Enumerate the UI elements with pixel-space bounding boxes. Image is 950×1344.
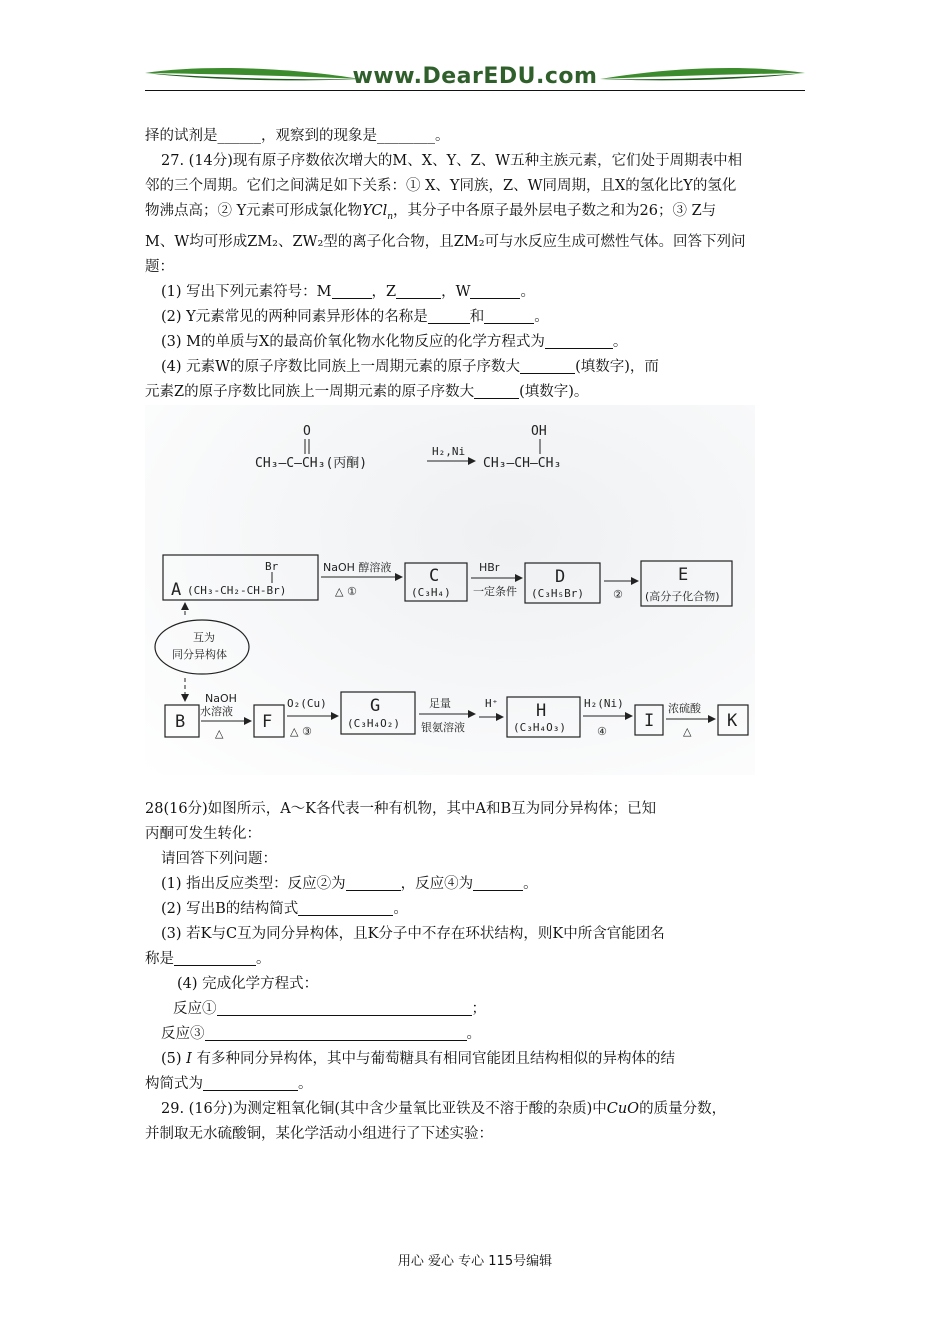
isomer-ellipse [155, 620, 249, 674]
subquestion-1: (1) 写出下列元素符号：M ，Z ，W 。 [161, 283, 535, 300]
compound-D-formula: (C₃H₅Br) [531, 587, 584, 600]
arrow-label: △ ① [335, 585, 357, 598]
compound-A-letter: A [171, 580, 182, 600]
acetone-condition: H₂,Ni [432, 445, 466, 458]
site-header [145, 58, 805, 94]
text-line: 元素Z的原子序数比同族上一周期元素的原子序数大 (填数字)。 [145, 383, 589, 400]
arrow-label: 浓硫酸 [668, 702, 701, 715]
arrow-label: H⁺ [485, 697, 499, 710]
bottom-reaction-row [165, 692, 748, 740]
equation-line-1: 反应① ； [173, 1001, 486, 1017]
arrow-label: H₂(Ni) [584, 697, 624, 710]
answer-blank[interactable] [346, 874, 401, 891]
arrow-label: HBr [479, 561, 500, 574]
arrow-label: 一定条件 [473, 585, 517, 598]
compound-C-letter: C [429, 566, 440, 586]
text-line: 物沸点高；② Y元素可形成氯化物YCl$_n$，其分子中各原子最外层电子数之和为26；③ Z与 [145, 203, 717, 222]
answer-blank[interactable] [470, 282, 520, 299]
arrow-label: NaOH 醇溶液 [323, 561, 392, 574]
isomer-label: 同分异构体 [172, 648, 227, 661]
subquestion-2: (2) Y元素常见的两种同素异形体的名称是 和 。 [161, 308, 549, 325]
answer-blank[interactable] [520, 357, 575, 374]
subquestion-4: (4) 完成化学方程式： [177, 976, 319, 992]
arrow-label: 水溶液 [200, 705, 233, 718]
answer-blank[interactable] [298, 899, 393, 916]
text-line: 构简式为 。 [145, 1076, 313, 1092]
compound-A-formula: (CH₃-CH₂-CH-Br) [187, 584, 287, 597]
text-line: 并制取无水硫酸铜，某化学活动小组进行了下述实验： [145, 1126, 493, 1142]
compound-E-letter: E [678, 565, 689, 585]
compound-D-letter: D [555, 567, 566, 587]
question-29-line: 29. (16分)为测定粗氧化铜(其中含少量氧比亚铁及不溶于酸的杂质)中CuO的质量分数， [161, 1101, 727, 1117]
answer-blank[interactable] [217, 999, 472, 1016]
arrow-label: ② [613, 588, 623, 601]
compound-C-formula: (C₃H₄) [411, 586, 451, 599]
subquestion-4: (4) 元素W的原子序数比同族上一周期元素的原子序数大 (填数字)，而 [161, 358, 659, 375]
text-line: 择的试剂是______，观察到的现象是________。 [145, 128, 450, 144]
answer-blank[interactable] [174, 949, 256, 966]
hydroxyl-label: OH [531, 424, 547, 439]
br-label: Br [265, 560, 279, 573]
page-footer: 用心 爱心 专心 115号编辑 [397, 1254, 553, 1269]
answer-blank[interactable] [203, 1074, 298, 1091]
subquestion-5: (5) I 有多种同分异构体，其中与葡萄糖具有相同官能团且结构相似的异构体的结 [161, 1051, 675, 1067]
compound-H-formula: (C₃H₄O₃) [513, 721, 566, 734]
arrow-label: △ ③ [290, 725, 312, 738]
site-brand[interactable]: www.DearEDU.com [352, 64, 598, 89]
arrow-label: O₂(Cu) [287, 697, 327, 710]
formula-ycln: YCl$_n$ [362, 203, 394, 222]
compound-H-letter: H [536, 701, 547, 721]
question-28-block [145, 797, 810, 1147]
top-reaction-row [163, 555, 732, 606]
oxygen-label: O [303, 424, 311, 439]
compound-K-letter: K [727, 711, 738, 731]
isomer-relation [155, 603, 249, 701]
answer-blank[interactable] [474, 382, 519, 399]
arrow-label: 银氨溶液 [421, 721, 465, 734]
subquestion-2: (2) 写出B的结构简式 。 [161, 901, 408, 917]
acetone-formula: CH₃—C—CH₃(丙酮) [255, 456, 368, 471]
answer-blank[interactable] [332, 282, 372, 299]
acetone-reaction [255, 424, 561, 471]
compound-G-formula: (C₃H₄O₂) [347, 717, 400, 730]
question-27-block [145, 124, 810, 405]
compound-F-letter: F [262, 712, 273, 732]
answer-blank[interactable] [484, 307, 534, 324]
reaction-diagram-svg [145, 405, 755, 775]
subquestion-3: (3) M的单质与X的最高价氧化物水化物反应的化学方程式为 。 [161, 333, 628, 350]
text-line: 27. (14分)现有原子序数依次增大的M、X、Y、Z、W五种主族元素，它们处于周期表中相 [161, 153, 743, 169]
answer-blank[interactable] [396, 282, 441, 299]
text-line: 丙酮可发生转化： [145, 826, 261, 842]
text-line: 题： [145, 258, 174, 275]
answer-blank[interactable] [473, 874, 523, 891]
isopropanol-formula: CH₃—CH—CH₃ [483, 456, 562, 471]
arrow-label: 足量 [429, 697, 451, 710]
text-line: 请回答下列问题： [161, 851, 277, 867]
header-rule [145, 90, 805, 91]
answer-blank[interactable] [428, 307, 470, 324]
subquestion-3: (3) 若K与C互为同分异构体，且K分子中不存在环状结构，则K中所含官能团名 [161, 926, 665, 942]
text-line: 称是 。 [145, 951, 271, 967]
compound-E-formula: (高分子化合物) [645, 590, 720, 603]
arrow-label: △ [215, 727, 224, 740]
compound-G-letter: G [370, 696, 381, 716]
arrow-label: NaOH [205, 692, 237, 705]
compound-B-letter: B [175, 712, 186, 732]
text-line: M、W均可形成ZM₂、ZW₂型的离子化合物，且ZM₂可与水反应生成可燃性气体。回答下列问 [145, 233, 746, 250]
equation-line-3: 反应③ 。 [161, 1026, 481, 1042]
answer-blank[interactable] [545, 332, 613, 349]
answer-blank[interactable] [205, 1024, 467, 1041]
text-line: 邻的三个周期。它们之间满足如下关系：① X、Y同族，Z、W同周期，且X的氢化比Y的氢化 [145, 178, 737, 194]
arrow-label: △ [683, 725, 692, 738]
subquestion-1: (1) 指出反应类型：反应②为 ，反应④为 。 [161, 876, 538, 892]
isomer-label: 互为 [193, 631, 215, 644]
reaction-diagram [145, 405, 755, 775]
arrow-label: ④ [597, 725, 607, 738]
compound-I-letter: I [644, 711, 655, 731]
text-line: 28(16分)如图所示，A～K各代表一种有机物，其中A和B互为同分异构体；已知 [145, 801, 657, 817]
